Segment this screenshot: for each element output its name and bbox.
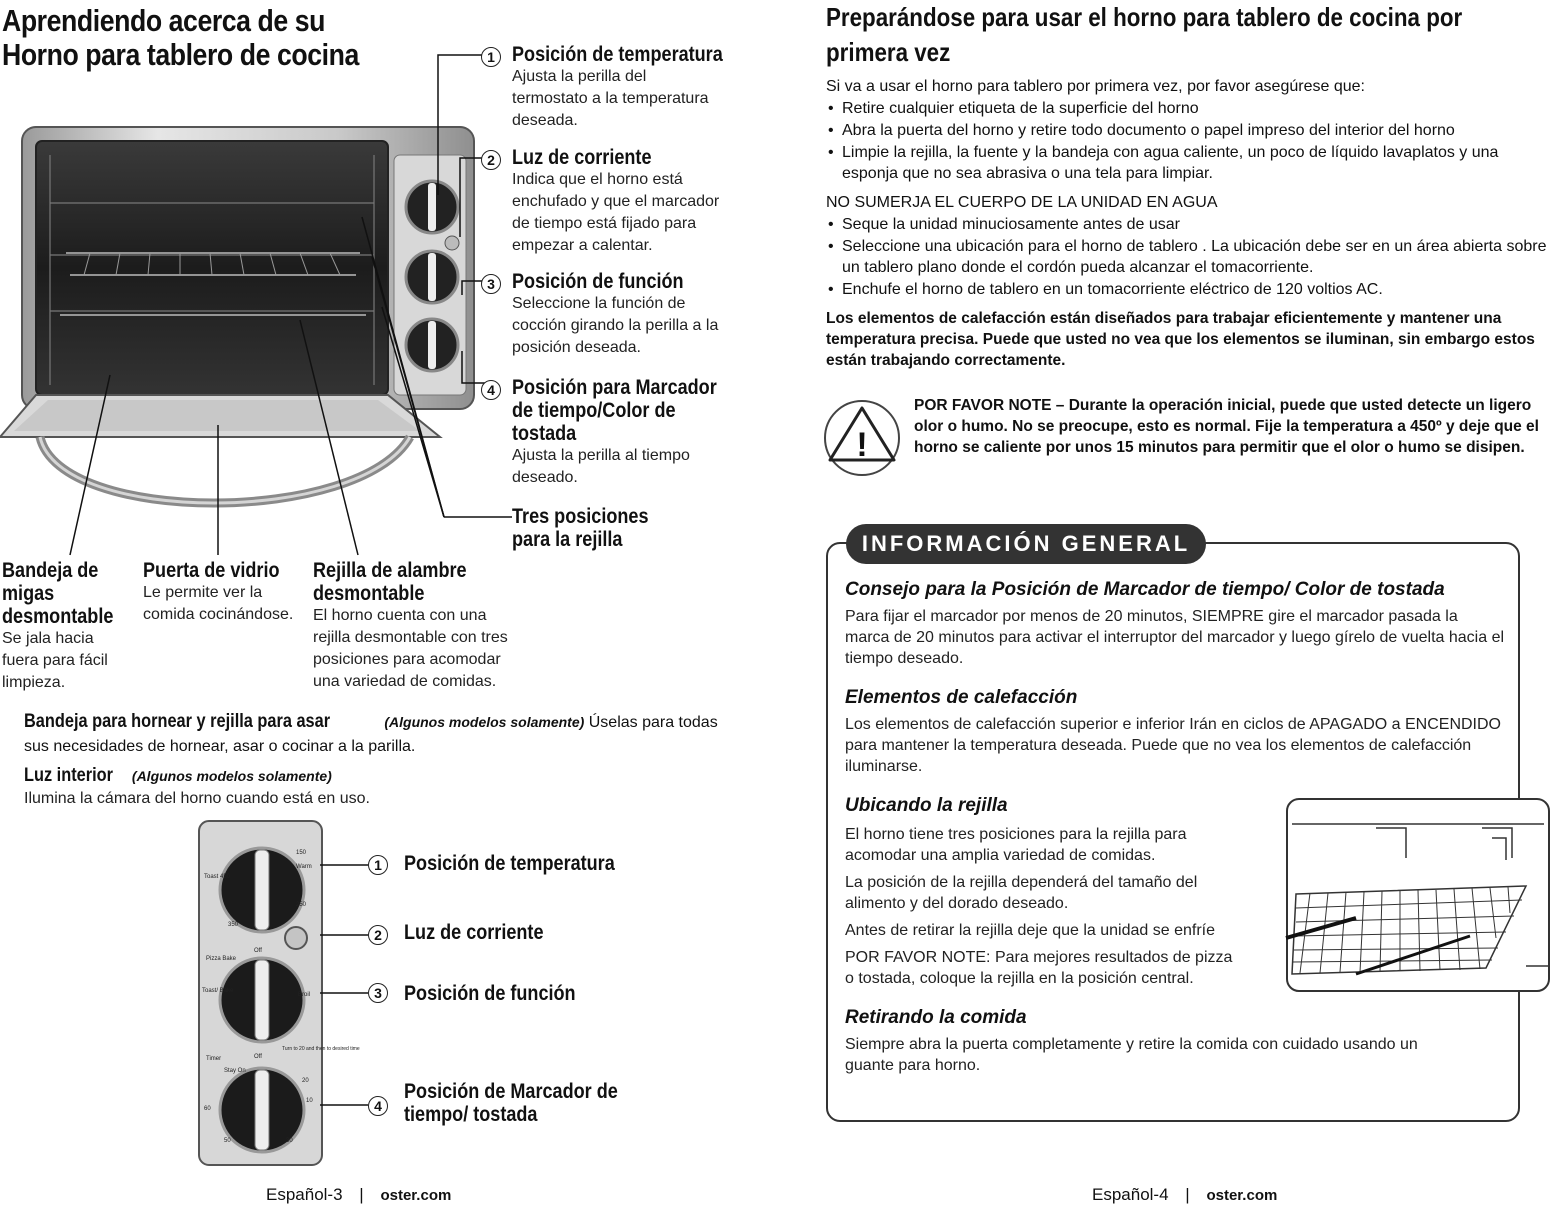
panel-off: Off [254, 948, 262, 954]
panel-off2: Off [254, 1054, 262, 1060]
panel-toastbake: Toast/ Bake [202, 988, 234, 994]
panel-20: 20 [302, 1078, 309, 1084]
left-footer: Español-3 | oster.com [266, 1185, 452, 1204]
panel-pizza: Pizza Bake [206, 956, 237, 962]
callout-function: Posición de función Seleccione la función de cocción girando la perilla a la posición deseada. [512, 270, 719, 356]
heating-note: Los elementos de calefacción están diseñados para trabajar eficientemente y mantener una temperatura precisa. Puede que usted no vea que los elementos se iluminan, sin embargo estos están trabajando correctamente. [826, 310, 1535, 369]
setup-bullets [826, 214, 1556, 300]
first-use-bullets [826, 98, 1556, 184]
warning-symbol: ! [856, 426, 868, 464]
callout-power-light: Luz de corriente Indica que el horno está enchufado y que el marcador de tiempo está fijado para empezar a calentar. [512, 146, 720, 254]
panel-number: 2 [368, 925, 388, 945]
panel-label-function: Posición de función [404, 982, 576, 1005]
callout-number: 3 [481, 274, 501, 294]
panel-stayon: Stay On [224, 1068, 246, 1074]
wire-rack: Rejilla de alambre desmontable El horno cuenta con una rejilla desmontable con tres posiciones para acomodar una variedad de comidas. [313, 559, 508, 690]
first-use-checklist: Si va a usar el horno para tablero por primera vez, por favor asegúrese que: • Retire cualquier etiqueta de la superficie del horno • Abra la puerta del horno y retire todo documento o papel impreso del interior del horno • Limpie la rejilla, la fuente y la bandeja con agua caliente, un poco de líquido lavaplatos y una esponja que no sea abrasiva o una tela para limpiar. NO SUMERJA EL CUERPO DE LA UNIDAD EN AGUA • Seque la unidad minuciosamente antes de usar • Seleccione una ubicación para el horno de tablero . La ubicación debe ser en un área abierta sobre un tablero plano donde el cordón pueda alcanzar el tomacorriente. • Enchufe el horno de tablero en un tomacorriente eléctrico de 120 voltios AC. Los elementos de calefacción están diseñados para trabajar eficientemente y mantener una temperatura precisa. Puede que usted no vea que los elementos se iluminan, sin embargo estos están trabajando correctamente. [826, 76, 1556, 371]
bullet-item: • Enchufe el horno de tablero en un tomacorriente eléctrico de 120 voltios AC. [826, 279, 1556, 300]
glass-door: Puerta de vidrio Le permite ver la comida cocinándose. [143, 559, 294, 623]
callout-timer: Posición para Marcador de tiempo/Color de tostada Ajusta la perilla al tiempo deseado. [512, 376, 717, 486]
section-rack: Ubicando la rejilla El horno tiene tres posiciones para la rejilla para acomodar una amplia variedad de comidas. La posición de la rejilla dependerá del tamaño del alimento y del dorado deseado. Antes de retirar la rejilla deje que la unidad se enfríe POR FAVOR NOTE: Para mejores resultados de pizza o tostada, coloque la rejilla en la posición central. [845, 795, 1233, 987]
callout-number: 1 [481, 47, 501, 67]
interior-light-info: Luz interior (Algunos modelos solamente) Ilumina la cámara del horno cuando está en uso. [24, 765, 370, 807]
left-title: Aprendiendo acerca de su Horno para tablero de cocina [2, 3, 359, 72]
section-removing-food: Retirando la comida Siempre abra la puerta completamente y retire la comida con cuidado usando un guante para horno. [845, 1007, 1418, 1074]
bullet-item: • Retire cualquier etiqueta de la superficie del horno [826, 98, 1556, 119]
panel-label-timer: Posición de Marcador de tiempo/ tostada [404, 1080, 618, 1126]
rack-illustration [1286, 798, 1550, 992]
callout-number: 2 [481, 150, 501, 170]
panel-150: 150 [296, 850, 307, 856]
panel-number: 4 [368, 1096, 388, 1116]
control-panel-illustration [198, 820, 360, 1166]
panel-10: 10 [306, 1098, 313, 1104]
panel-toast450: Toast 450 [204, 874, 231, 880]
bake-tray-info: Bandeja para hornear y rejilla para asar (Algunos modelos solamente) Úselas para todas sus necesidades de hornear, asar o cocinar a la parilla. [24, 711, 718, 755]
section-heating-elements: Elementos de calefacción Los elementos de calefacción superior e inferior Irán en ciclos de APAGADO a ENCENDIDO para mantener la temperatura deseada. Puede que no vea los elementos de calefacción iluminarse. [845, 687, 1501, 775]
panel-350: 350 [228, 922, 239, 928]
panel-30: 30 [286, 1138, 293, 1144]
panel-number: 3 [368, 983, 388, 1003]
crumb-tray: Bandeja de migas desmontable Se jala hacia fuera para fácil limpieza. [2, 559, 114, 691]
warning-text: POR FAVOR NOTE – Durante la operación inicial, puede que usted detecte un ligero olor o humo. No se preocupe, esto es normal. Fije la temperatura a 450º y deje que el horno se caliente por unos 15 minutos para permitir que el olor o humo se disipen. [914, 397, 1539, 456]
panel-label-temperature: Posición de temperatura [404, 852, 615, 875]
callout-temperature: Posición de temperatura Ajusta la perilla del termostato a la temperatura deseada. [512, 43, 723, 129]
bullet-item: • Seque la unidad minuciosamente antes de usar [826, 214, 1556, 235]
panel-250: 250 [296, 902, 307, 908]
panel-timer: Timer [206, 1056, 222, 1062]
rack-positions-label: Tres posiciones para la rejilla [512, 505, 649, 551]
panel-warm: Warm [296, 864, 312, 870]
panel-number: 1 [368, 855, 388, 875]
panel-turnto20: Turn to 20 and then to desired time [282, 1046, 360, 1052]
panel-broil: Broil [298, 992, 311, 998]
panel-label-power: Luz de corriente [404, 921, 544, 944]
bullet-item: • Abra la puerta del horno y retire todo documento o papel impreso del interior del horno [826, 120, 1556, 141]
oven-illustration [0, 115, 520, 545]
no-submerge-text: NO SUMERJA EL CUERPO DE LA UNIDAD EN AGUA [826, 194, 1218, 211]
panel-50: 50 [224, 1138, 231, 1144]
panel-60: 60 [204, 1106, 211, 1112]
general-info-title: INFORMACIÓN GENERAL [846, 524, 1206, 564]
bullet-item: • Seleccione una ubicación para el horno de tablero . La ubicación debe ser en un área abierta sobre un tablero plano donde el cordón pueda alcanzar el tomacorriente. [826, 236, 1556, 278]
right-footer: Español-4 | oster.com [1092, 1185, 1278, 1204]
section-timer-tip: Consejo para la Posición de Marcador de tiempo/ Color de tostada Para fijar el marcador por menos de 20 minutos, SIEMPRE gire el marcador pasada la marca de 20 minutos para activar el interruptor del marcador y luego gírelo de vuelta hacia el tiempo deseado. [845, 579, 1505, 667]
callout-number: 4 [481, 380, 501, 400]
bullet-item: • Limpie la rejilla, la fuente y la bandeja con agua caliente, un poco de líquido lavaplatos y una esponja que no sea abrasiva o una tela para limpiar. [826, 142, 1556, 184]
warning-icon [822, 398, 902, 478]
right-title: Preparándose para usar el horno para tablero de cocina por primera vez [826, 2, 1463, 67]
